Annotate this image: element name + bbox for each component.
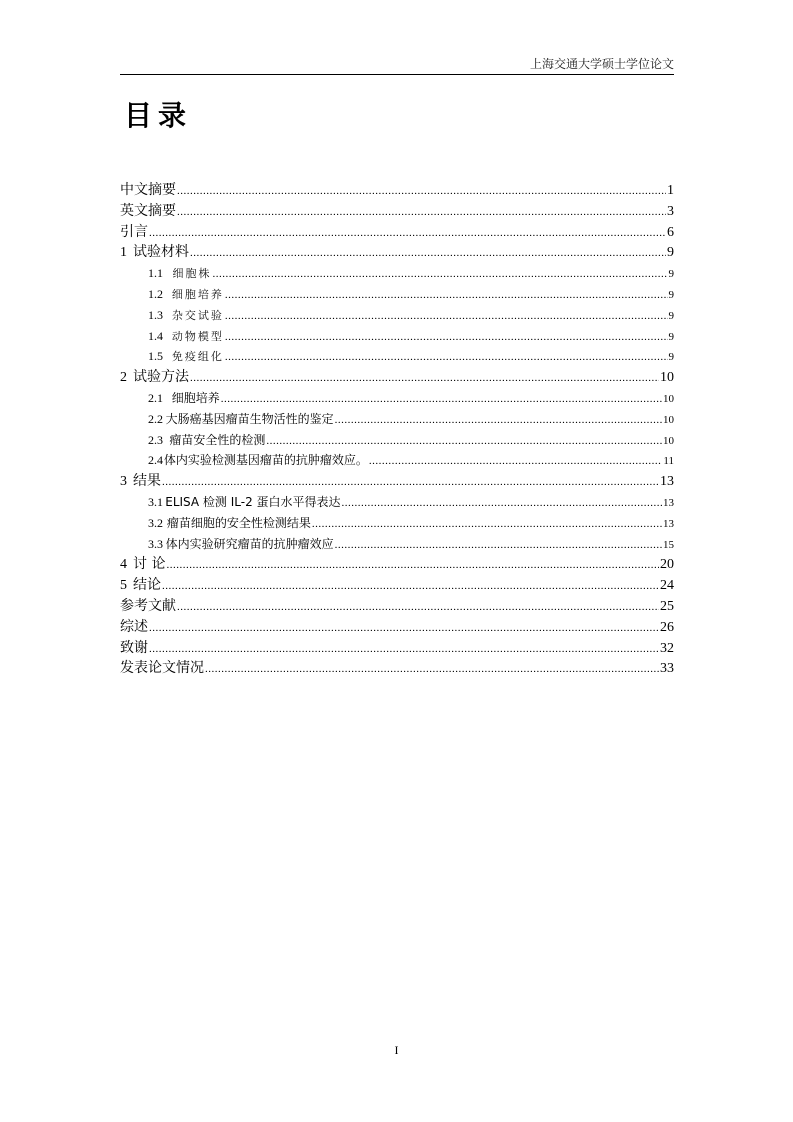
toc-leader [221,389,662,410]
toc-entry[interactable] [120,367,674,388]
toc-leader [149,223,666,244]
toc-number: 1 [120,245,127,261]
toc-label: 大肠癌基因瘤苗生物活性的鉴定 [165,411,334,426]
toc-label: 英文摘要 [120,202,176,219]
toc-label: 体内实验研究瘤苗的抗肿瘤效应 [165,536,334,551]
toc-label: 试验材料 [133,244,189,261]
toc-leader [225,347,668,368]
toc-page: 9 [668,351,674,364]
toc-subentry[interactable] [120,450,674,471]
toc-page: 13 [660,474,674,490]
toc-entry[interactable] [120,201,674,222]
toc-leader [177,597,659,618]
toc-page: 33 [660,661,674,677]
toc-subentry[interactable] [120,305,674,326]
toc-entry[interactable] [120,554,674,575]
toc-label: 杂交试验 [171,308,224,322]
toc-entry[interactable] [120,638,674,659]
toc-leader [149,639,659,660]
toc-page: 13 [663,496,674,509]
toc-page: 9 [668,309,674,322]
toc-page: 20 [660,557,674,573]
toc-label: 瘤苗安全性的检测 [169,432,266,447]
toc-page: 24 [660,578,674,594]
toc-label: 参考文献 [120,597,176,614]
toc-page: 32 [660,640,674,656]
toc-number: 2.2 [148,411,163,426]
toc-number: 3.1 [148,494,163,509]
toc-leader [225,306,668,327]
toc-page: 11 [663,455,674,468]
toc-subentry[interactable] [120,534,674,555]
toc-subentry[interactable] [120,513,674,534]
toc-leader [162,472,659,493]
toc-page: 9 [668,288,674,301]
toc-leader [177,181,666,202]
toc-leader [177,202,666,223]
toc-label: 免疫组化 [171,350,224,364]
toc-leader [335,410,662,431]
toc-label: 结论 [133,577,161,594]
toc-number: 2.1 [148,390,163,405]
toc-page: 13 [663,517,674,530]
toc-label: 细胞培养 [171,287,224,301]
toc-number: 4 [120,557,127,573]
toc-leader [162,576,659,597]
toc-leader [149,618,659,639]
toc-leader [166,555,659,576]
toc-number: 2.3 [148,432,163,447]
toc-entry[interactable] [120,242,674,263]
toc-label: 综述 [120,618,148,635]
toc-label: 体内实验检测基因瘤苗的抗肿瘤效应。 [163,453,368,468]
toc-subentry[interactable] [120,263,674,284]
toc-number: 3 [120,474,127,490]
toc-label: 讨 论 [133,556,166,573]
toc-page: 6 [667,224,674,240]
toc-number: 1.3 [148,307,163,322]
toc-leader [225,285,668,306]
toc-entry[interactable] [120,596,674,617]
toc-label: 细胞株 [172,267,212,281]
toc-number: 2.4 [148,453,163,468]
toc-label: 结果 [133,473,161,490]
page-title: 目录 [124,99,193,132]
toc-label: 细胞培养 [171,390,220,405]
toc-label: 引言 [120,223,148,240]
toc-subentry[interactable] [120,284,674,305]
page-number: I [394,1043,399,1057]
toc-label: 瘤苗细胞的安全性检测结果 [166,515,311,530]
toc-entry[interactable] [120,617,674,638]
toc-leader [190,243,666,264]
toc-leader [213,264,668,285]
toc-page: 15 [663,538,674,551]
toc-page: 9 [668,330,674,343]
toc-subentry[interactable] [120,492,674,513]
toc-number: 5 [120,578,127,594]
table-of-contents [120,180,674,679]
toc-number: 1.2 [148,286,163,301]
toc-subentry[interactable] [120,326,674,347]
toc-label: 发表论文情况 [120,660,204,677]
toc-leader [335,535,662,556]
running-header: 上海交通大学硕士学位论文 [529,57,674,71]
toc-page: 1 [667,183,674,198]
toc-leader [369,451,663,472]
toc-subentry[interactable] [120,409,674,430]
toc-leader [266,431,662,452]
toc-label: 致谢 [120,639,148,656]
toc-entry[interactable] [120,180,674,201]
toc-page: 10 [663,413,674,426]
toc-entry[interactable] [120,575,674,596]
toc-leader [342,493,662,514]
toc-number: 3.2 [148,515,163,530]
toc-label: ELISA 检测 IL-2 蛋白水平得表达 [165,494,341,509]
toc-label: 动物模型 [171,329,224,343]
toc-page: 10 [663,434,674,447]
toc-number: 2 [120,370,127,386]
toc-subentry[interactable] [120,430,674,451]
toc-subentry[interactable] [120,388,674,409]
toc-leader [190,368,659,389]
toc-leader [225,327,668,348]
toc-page: 10 [663,392,674,405]
toc-number: 3.3 [148,536,163,551]
toc-number: 1.5 [148,349,163,364]
toc-page: 25 [660,598,674,614]
toc-number: 1.4 [148,328,163,343]
toc-entry[interactable] [120,471,674,492]
toc-page: 10 [660,370,674,386]
toc-leader [312,514,662,535]
toc-entry[interactable] [120,222,674,243]
toc-page: 9 [668,268,674,281]
toc-subentry[interactable] [120,346,674,367]
toc-label: 中文摘要 [120,182,176,198]
toc-label: 试验方法 [133,369,189,386]
toc-number: 1.1 [148,266,163,281]
header-rule [120,74,674,75]
toc-entry[interactable] [120,658,674,679]
toc-page: 9 [667,245,674,261]
toc-page: 26 [660,619,674,635]
toc-page: 3 [667,203,674,219]
toc-leader [205,659,659,680]
